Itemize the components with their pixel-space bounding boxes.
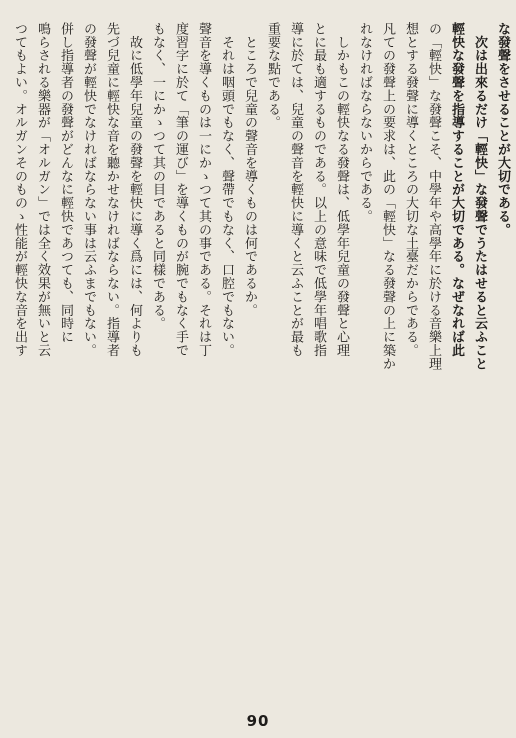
text-column: な發聲をさせることが大切である。: [495, 22, 510, 237]
text-column: 重要な點である。: [265, 22, 280, 130]
text-column: れなければならないからである。: [357, 22, 372, 223]
text-column: ところで兒童の聲音を導くものは何であるか。: [242, 22, 257, 317]
text-column: 度習字に於て「筆の運び」を導くものが腕でもなく手で: [173, 22, 188, 357]
text-column: 導に於ては、兒童の聲音を輕快に導くと云ふことが最も: [288, 22, 303, 357]
text-column: 凡ての發聲上の要求は、此の「輕快」なる發聲の上に築か: [380, 22, 395, 371]
text-column: の發聲が輕快でなければならない事は云ふまでもない。: [81, 22, 96, 357]
text-column: もなく、一にかゝつて其の目であると同樣である。: [150, 22, 165, 331]
text-column: の「輕快」な發聲こそ、中學年や高學年に於ける音樂上理: [426, 22, 441, 371]
text-column: しかもこの輕快なる發聲は、低學年兒童の發聲と心理: [334, 22, 349, 357]
text-column: それは咽頭でもなく、聲帶でもなく、口腔でもない。: [219, 22, 234, 357]
text-column: とに最も適するものである。以上の意味で低學年唱歌指: [311, 22, 326, 357]
text-column: 輕快な發聲を指導することが大切である。なぜなれば此: [449, 22, 464, 357]
text-column: 次は出來るだけ「輕快」な發聲でうたはせると云ふこと: [472, 22, 487, 371]
text-column: 聲音を導くものは一にかゝつて其の事である。それは丁: [196, 22, 211, 357]
page-number: 90: [246, 712, 270, 730]
text-column: 故に低學年兒童の發聲を輕快に導く爲には、何よりも: [127, 22, 142, 357]
text-column: 先づ兒童に輕快な音を聽かせなければならない。指導者: [104, 22, 119, 357]
text-column: つてもよい。オルガンそのものゝ性能が輕快な音を出す: [12, 22, 27, 357]
text-column: 鳴らされる樂器が「オルガン」では全く效果が無いと云: [35, 22, 50, 357]
text-column: 併し指導者の發聲がどんなに輕快であつても、同時に: [58, 22, 73, 344]
text-column: 想とする發聲に導くところの大切な土臺だからである。: [403, 22, 418, 357]
